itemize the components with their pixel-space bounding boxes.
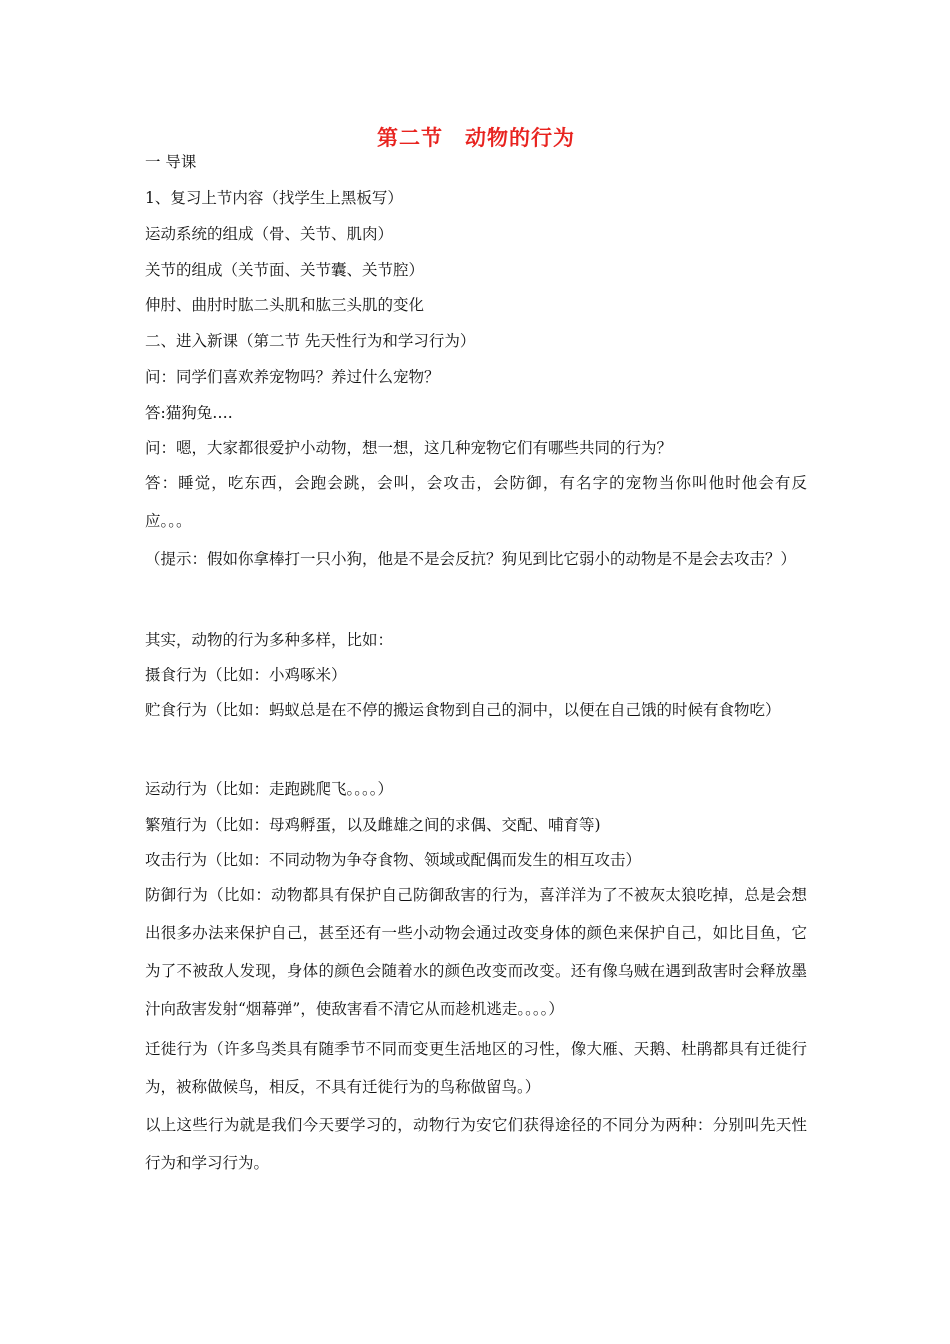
- text-line: 繁殖行为（比如：母鸡孵蛋，以及雌雄之间的求偶、交配、哺育等): [145, 816, 601, 834]
- text-line: 问：同学们喜欢养宠物吗？养过什么宠物？: [145, 368, 440, 386]
- text-line: 运动行为（比如：走跑跳爬飞。。。。）: [145, 780, 394, 798]
- text-line: 1、复习上节内容（找学生上黑板写）: [145, 189, 403, 207]
- text-paragraph: （提示：假如你拿棒打一只小狗，他是不是会反抗？狗见到比它弱小的动物是不是会去攻击？）: [145, 550, 797, 568]
- text-paragraph: 贮食行为（比如：蚂蚁总是在不停的搬运食物到自己的洞中，以便在自己饿的时候有食物吃）: [145, 701, 781, 719]
- text-paragraph: 防御行为（比如：动物都具有保护自己防御敌害的行为，喜洋洋为了不被灰太狼吃掉，总是会想出很多办法来保护自己，甚至还有一些小动物会通过改变身体的颜色来保护自己，如比目鱼，它为了不被敌人发现，身体的颜色会随着水的颜色改变而改变。还有像乌贼在遇到敌害时会释放墨汁向敌害发射“烟幕弹”，使敌害看不清它从而趁机逃走。。。。）: [145, 886, 807, 1018]
- text-paragraph: 迁徙行为（许多鸟类具有随季节不同而变更生活地区的习性，像大雁、天鹅、杜鹃都具有迁徙行为，被称做候鸟，相反，不具有迁徙行为的鸟称做留鸟。）: [145, 1040, 807, 1096]
- section-heading-new-lesson: 二、进入新课（第二节 先天性行为和学习行为）: [145, 332, 476, 350]
- text-paragraph: 以上这些行为就是我们今天要学习的，动物行为安它们获得途径的不同分为两种：分别叫先天性行为和学习行为。: [145, 1116, 807, 1172]
- page-title: 第二节 动物的行为: [377, 126, 575, 150]
- text-line: 答:猫狗兔….: [145, 404, 233, 422]
- text-line: 关节的组成（关节面、关节囊、关节腔）: [145, 261, 425, 279]
- text-line: 摄食行为（比如：小鸡啄米）: [145, 666, 347, 684]
- text-paragraph: 答：睡觉，吃东西，会跑会跳，会叫，会攻击，会防御，有名字的宠物当你叫他时他会有反应。。。: [145, 474, 807, 530]
- text-line: 攻击行为（比如：不同动物为争夺食物、领域或配偶而发生的相互攻击）: [145, 851, 642, 869]
- text-line: 其实，动物的行为多种多样，比如：: [145, 631, 394, 649]
- text-line: 运动系统的组成（骨、关节、肌肉）: [145, 225, 394, 243]
- section-heading-intro: 一 导课: [145, 153, 197, 171]
- text-line: 问：嗯，大家都很爱护小动物，想一想，这几种宠物它们有哪些共同的行为？: [145, 439, 673, 457]
- text-line: 伸肘、曲肘时肱二头肌和肱三头肌的变化: [145, 296, 425, 314]
